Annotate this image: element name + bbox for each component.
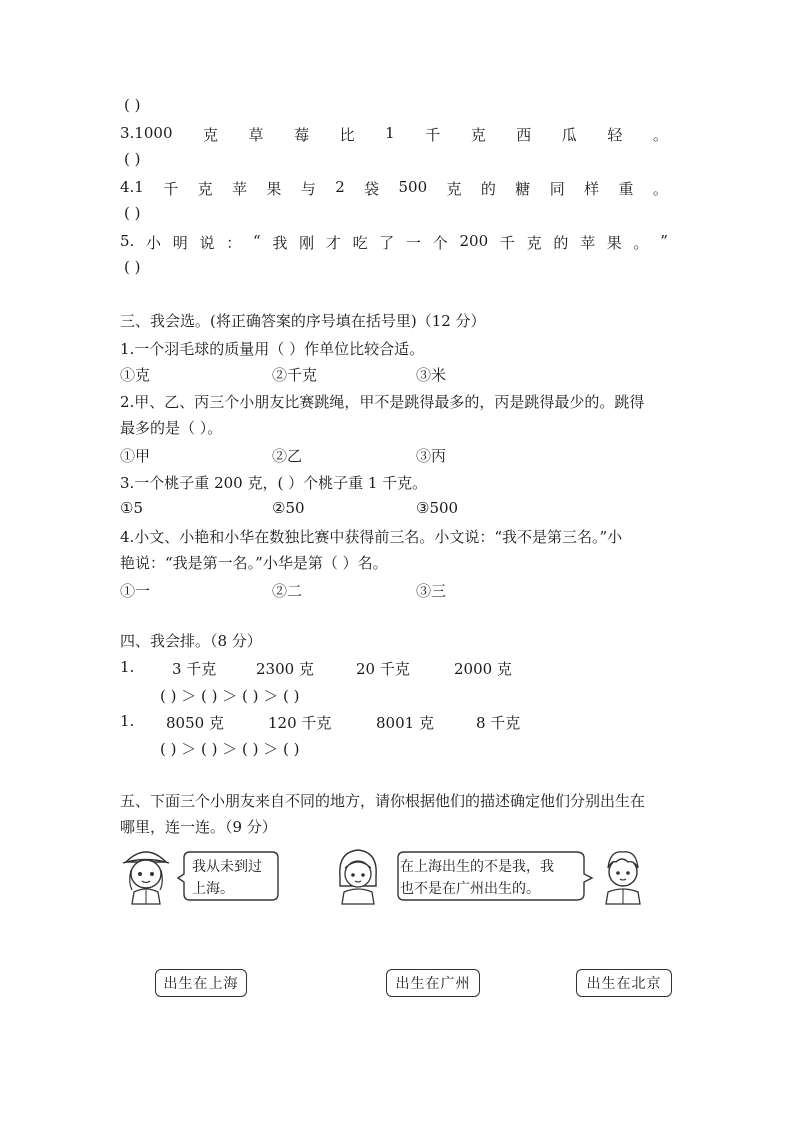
judge-q5-token: 小 bbox=[146, 234, 162, 252]
judge-q3-token: 1 bbox=[385, 124, 395, 142]
s4-row1-item-4: 2000 克 bbox=[454, 660, 512, 678]
place-box-shanghai[interactable]: 出生在上海 bbox=[155, 969, 247, 997]
s4-row2-item-1: 8050 克 bbox=[166, 714, 224, 732]
judge-q5-line bbox=[120, 232, 668, 253]
judge-q5-token: 明 bbox=[172, 234, 188, 252]
judge-q4-token: 糖 bbox=[515, 180, 531, 198]
judge-q4-line bbox=[120, 178, 668, 199]
s4-row1-item-1: 3 千克 bbox=[172, 660, 217, 678]
s3-q4-option-3: ③三 bbox=[416, 582, 447, 600]
s4-row1-item-3: 20 千克 bbox=[356, 660, 410, 678]
s4-row1-num: 1. bbox=[120, 658, 135, 676]
s3-q1-option-2: ②千克 bbox=[272, 366, 318, 384]
s3-q1-option-1: ①克 bbox=[120, 366, 151, 384]
judge-q4-token: 与 bbox=[300, 180, 316, 198]
girl-with-hat-avatar bbox=[120, 840, 172, 906]
section5-title-line2: 哪里，连一连。（9 分） bbox=[120, 818, 277, 836]
judge-q5-token: 的 bbox=[553, 234, 569, 252]
s3-q2-line2: 最多的是（ ）。 bbox=[120, 419, 223, 437]
bubble2-line1: 在上海出生的不是我，我 bbox=[400, 859, 554, 875]
judge-q3-token: 轻 bbox=[607, 126, 623, 144]
judge-q5-token: 千 bbox=[499, 234, 515, 252]
judge-q5-token: ” bbox=[660, 232, 668, 250]
s3-q2-line1: 2.甲、乙、丙三个小朋友比赛跳绳，甲不是跳得最多的，丙是跳得最少的。跳得 bbox=[120, 393, 645, 411]
s3-q3-option-3: ③500 bbox=[416, 499, 459, 517]
judge-q4-token: 4.1 bbox=[120, 178, 144, 196]
s4-row2-item-3: 8001 克 bbox=[376, 714, 434, 732]
judge-q5-token: 才 bbox=[325, 234, 341, 252]
s4-row1-item-2: 2300 克 bbox=[256, 660, 314, 678]
s3-q2-option-1: ①甲 bbox=[120, 447, 151, 465]
judge-q4-token: 的 bbox=[480, 180, 496, 198]
judge-q4-token: 样 bbox=[584, 180, 600, 198]
s4-row2-order-blanks: ( ) ＞ ( ) ＞ ( ) ＞ ( ) bbox=[160, 740, 300, 758]
judge-q3-token: 莓 bbox=[294, 126, 310, 144]
bubble2-line2: 也不是在广州出生的。 bbox=[400, 881, 540, 897]
judge-q5-token: 了 bbox=[379, 234, 395, 252]
judge-q3-token: 3.1000 bbox=[120, 124, 173, 142]
s4-row2-item-4: 8 千克 bbox=[476, 714, 521, 732]
judge-q5-token: 苹 bbox=[580, 234, 596, 252]
judge-q5-token: 个 bbox=[432, 234, 448, 252]
judge-q4-token: 袋 bbox=[364, 180, 380, 198]
judge-q5-token: 。 bbox=[633, 234, 649, 252]
s4-row2-item-2: 120 千克 bbox=[268, 714, 332, 732]
section4-title: 四、我会排。（8 分） bbox=[120, 632, 262, 650]
judge-q4-token: 重 bbox=[618, 180, 634, 198]
s3-q4-line2: 艳说：“我是第一名。”小华是第（ ）名。 bbox=[120, 554, 388, 572]
judge-q4-token: 果 bbox=[266, 180, 282, 198]
judge-q3-token: 。 bbox=[652, 126, 668, 144]
judge-q3-paren: ( ) bbox=[124, 150, 141, 168]
section5-title-line1: 五、下面三个小朋友来自不同的地方，请你根据他们的描述确定他们分别出生在 bbox=[120, 792, 646, 810]
s3-q4-option-1: ①一 bbox=[120, 582, 151, 600]
judge-q5-token: 5. bbox=[120, 232, 135, 250]
s3-q3-option-2: ②50 bbox=[272, 499, 305, 517]
judge-q3-token: 瓜 bbox=[561, 126, 577, 144]
judge-q4-token: 克 bbox=[446, 180, 462, 198]
judge-q5-token: 克 bbox=[526, 234, 542, 252]
judge-q3-token: 比 bbox=[339, 126, 355, 144]
section3-title: 三、我会选。(将正确答案的序号填在括号里)（12 分） bbox=[120, 312, 486, 330]
judge-q4-token: 同 bbox=[549, 180, 565, 198]
s3-q4-line1: 4.小文、小艳和小华在数独比赛中获得前三名。小文说：“我不是第三名。”小 bbox=[120, 528, 623, 546]
judge-q5-token: ： bbox=[226, 234, 242, 252]
s3-q1-text: 1.一个羽毛球的质量用（ ）作单位比较合适。 bbox=[120, 340, 425, 358]
s3-q3-text: 3.一个桃子重 200 克，( ）个桃子重 1 千克。 bbox=[120, 474, 428, 492]
judge-q3-line bbox=[120, 124, 668, 145]
judge-q4-paren: ( ) bbox=[124, 204, 141, 222]
judge-q4-token: 苹 bbox=[232, 180, 248, 198]
judge-q5-token: “ bbox=[252, 232, 261, 250]
place-box-guangzhou[interactable]: 出生在广州 bbox=[386, 969, 480, 997]
judge-q4-token: 。 bbox=[652, 180, 668, 198]
judge-q4-token: 千 bbox=[163, 180, 179, 198]
boy-avatar bbox=[598, 842, 648, 906]
judge-q5-token: 说 bbox=[199, 234, 215, 252]
place-box-beijing[interactable]: 出生在北京 bbox=[576, 969, 672, 997]
s3-q2-option-3: ③丙 bbox=[416, 447, 447, 465]
judge-q3-token: 千 bbox=[425, 126, 441, 144]
judge-q4-token: 克 bbox=[197, 180, 213, 198]
judge-q3-token: 克 bbox=[470, 126, 486, 144]
judge-q5-paren: ( ) bbox=[124, 258, 141, 276]
judge-q5-token: 我 bbox=[272, 234, 288, 252]
bubble1-line1: 我从未到过 bbox=[192, 859, 262, 875]
s3-q3-option-1: ①5 bbox=[120, 499, 143, 517]
judge-q4-token: 500 bbox=[398, 178, 428, 196]
s3-q2-option-2: ②乙 bbox=[272, 447, 303, 465]
judge-q3-token: 克 bbox=[203, 126, 219, 144]
girl-bob-hair-avatar bbox=[332, 842, 384, 906]
judge-q5-token: 刚 bbox=[299, 234, 315, 252]
judge-q5-token: 果 bbox=[606, 234, 622, 252]
bubble1-line2: 上海。 bbox=[192, 881, 234, 897]
judge-q4-token: 2 bbox=[335, 178, 345, 196]
s3-q4-option-2: ②二 bbox=[272, 582, 303, 600]
judge-q3-token: 西 bbox=[516, 126, 532, 144]
judge-q5-token: 一 bbox=[406, 234, 422, 252]
s4-row2-num: 1. bbox=[120, 712, 135, 730]
judge-q3-token: 草 bbox=[248, 126, 264, 144]
judge-q2-paren: ( ) bbox=[124, 96, 141, 114]
s4-row1-order-blanks: ( ) ＞ ( ) ＞ ( ) ＞ ( ) bbox=[160, 687, 300, 705]
judge-q5-token: 200 bbox=[459, 232, 489, 250]
s3-q1-option-3: ③米 bbox=[416, 366, 447, 384]
judge-q5-token: 吃 bbox=[352, 234, 368, 252]
